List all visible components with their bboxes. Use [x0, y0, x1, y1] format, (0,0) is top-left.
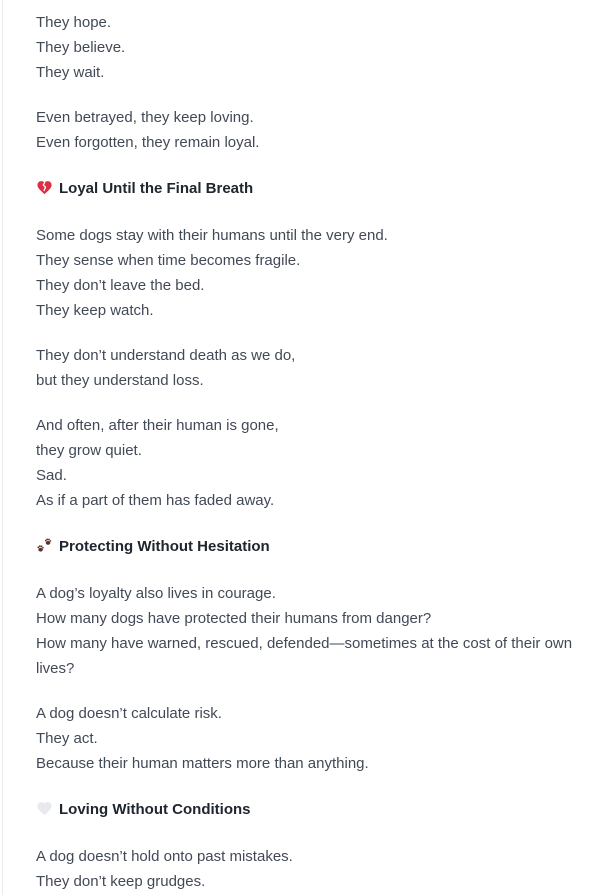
paragraph [36, 413, 584, 513]
paragraph [36, 105, 584, 155]
article-body [36, 10, 591, 894]
text-line: A dog’s loyalty also lives in courage. [36, 585, 276, 602]
text-line: How many have warned, rescued, defended—sometimes at the cost of their own [36, 635, 573, 652]
section-heading-label: Loyal Until the Final Breath [59, 180, 254, 197]
paragraph [36, 701, 584, 776]
text-line: They don’t keep grudges. [36, 873, 206, 890]
text-line: They don’t leave the bed. [36, 277, 205, 294]
section-heading [36, 797, 591, 822]
section-heading [36, 176, 591, 201]
text-line: They keep watch. [36, 302, 154, 319]
text-line: Sad. [36, 467, 67, 484]
broken-heart-icon [36, 179, 53, 196]
text-line: As if a part of them has faded away. [36, 492, 275, 509]
text-line: A dog doesn’t hold onto past mistakes. [36, 848, 293, 865]
text-line: they grow quiet. [36, 442, 142, 459]
text-line: They sense when time becomes fragile. [36, 252, 301, 269]
white-heart-icon [36, 800, 53, 817]
text-line: And often, after their human is gone, [36, 417, 279, 434]
text-line: but they understand loss. [36, 372, 204, 389]
text-line: Because their human matters more than anything. [36, 755, 369, 772]
paragraph [36, 844, 584, 894]
section-heading-label: Loving Without Conditions [59, 801, 251, 818]
text-line: They believe. [36, 39, 126, 56]
text-line: They wait. [36, 64, 105, 81]
paw-prints-icon [36, 537, 53, 554]
text-line: Even forgotten, they remain loyal. [36, 134, 260, 151]
text-line: How many dogs have protected their humans from danger? [36, 610, 432, 627]
text-line: They act. [36, 730, 98, 747]
text-line: Some dogs stay with their humans until the very end. [36, 227, 388, 244]
paragraph [36, 223, 584, 323]
text-line: Even betrayed, they keep loving. [36, 109, 254, 126]
section-heading-label: Protecting Without Hesitation [59, 538, 270, 555]
section-heading [36, 534, 591, 559]
text-line: A dog doesn’t calculate risk. [36, 705, 222, 722]
paragraph [36, 343, 584, 393]
text-line: They don’t understand death as we do, [36, 347, 296, 364]
text-line: They hope. [36, 14, 112, 31]
paragraph [36, 10, 584, 85]
assistant-message [2, 0, 609, 895]
paragraph [36, 581, 584, 681]
text-line: lives? [36, 660, 75, 677]
